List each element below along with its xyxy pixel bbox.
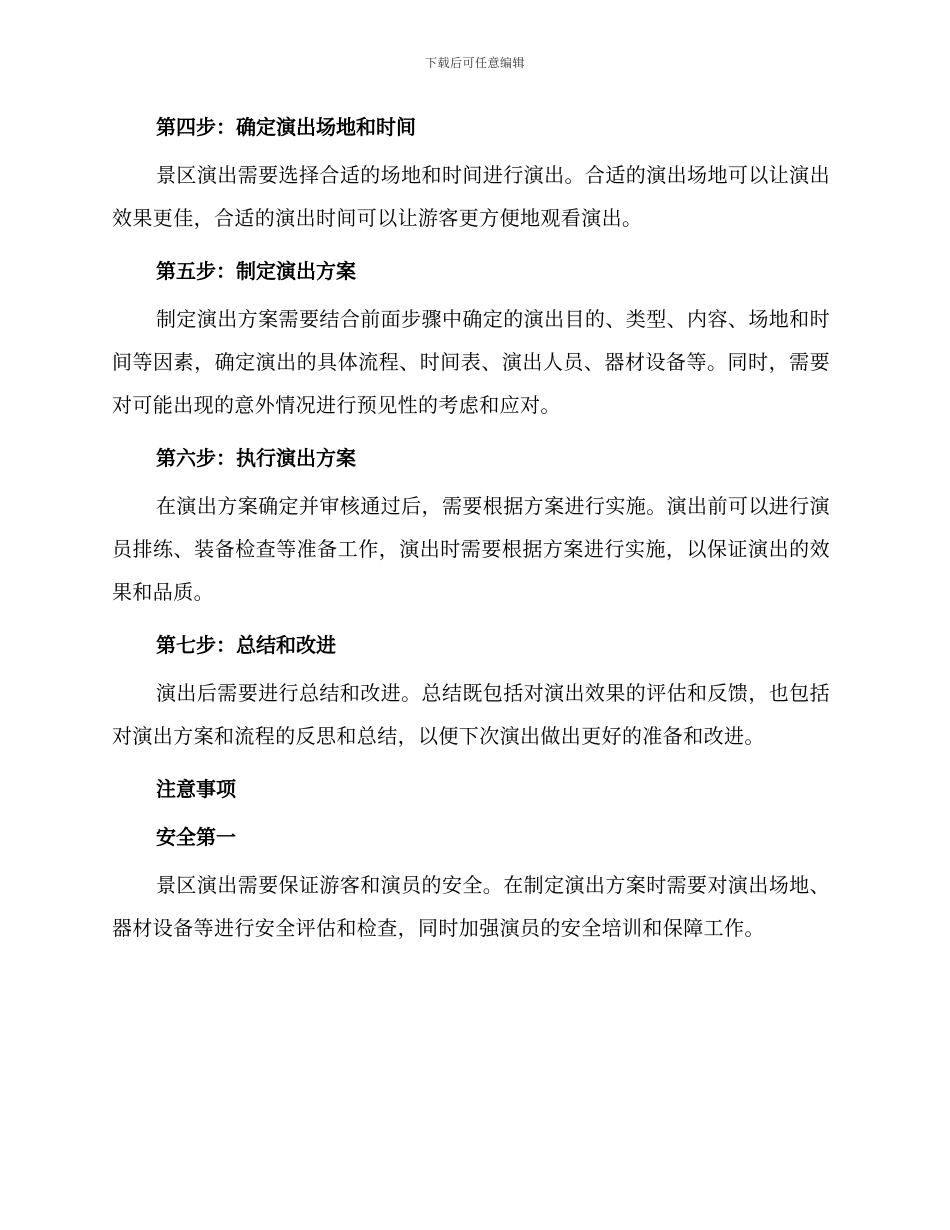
- notice-subheading: 安全第一: [156, 825, 236, 849]
- section-body-step-4: 景区演出需要选择合适的场地和时间进行演出。合适的演出场地可以让演出效果更佳，合适的演出时间可以让游客更方便地观看演出。: [112, 163, 830, 230]
- section-body-step-7: 演出后需要进行总结和改进。总结既包括对演出效果的评估和反馈，也包括对演出方案和流程的反思和总结，以便下次演出做出更好的准备和改进。: [112, 681, 830, 748]
- section-heading-step-6: 第六步：执行演出方案: [156, 446, 356, 470]
- page-header: 下载后可任意编辑: [424, 56, 525, 70]
- section-body-step-5: 制定演出方案需要结合前面步骤中确定的演出目的、类型、内容、场地和时间等因素，确定演出的具体流程、时间表、演出人员、器材设备等。同时，需要对可能出现的意外情况进行预见性的考虑和应对。: [112, 307, 830, 417]
- notice-body: 景区演出需要保证游客和演员的安全。在制定演出方案时需要对演出场地、器材设备等进行安全评估和检查，同时加强演员的安全培训和保障工作。: [112, 873, 830, 940]
- document-body: [112, 110, 830, 964]
- section-heading-step-7: 第七步：总结和改进: [156, 633, 336, 657]
- notice-heading: 注意事项: [156, 777, 236, 801]
- section-body-step-6: 在演出方案确定并审核通过后，需要根据方案进行实施。演出前可以进行演员排练、装备检查等准备工作，演出时需要根据方案进行实施，以保证演出的效果和品质。: [112, 494, 830, 604]
- section-heading-step-5: 第五步：制定演出方案: [156, 259, 356, 283]
- section-heading-step-4: 第四步：确定演出场地和时间: [156, 115, 416, 139]
